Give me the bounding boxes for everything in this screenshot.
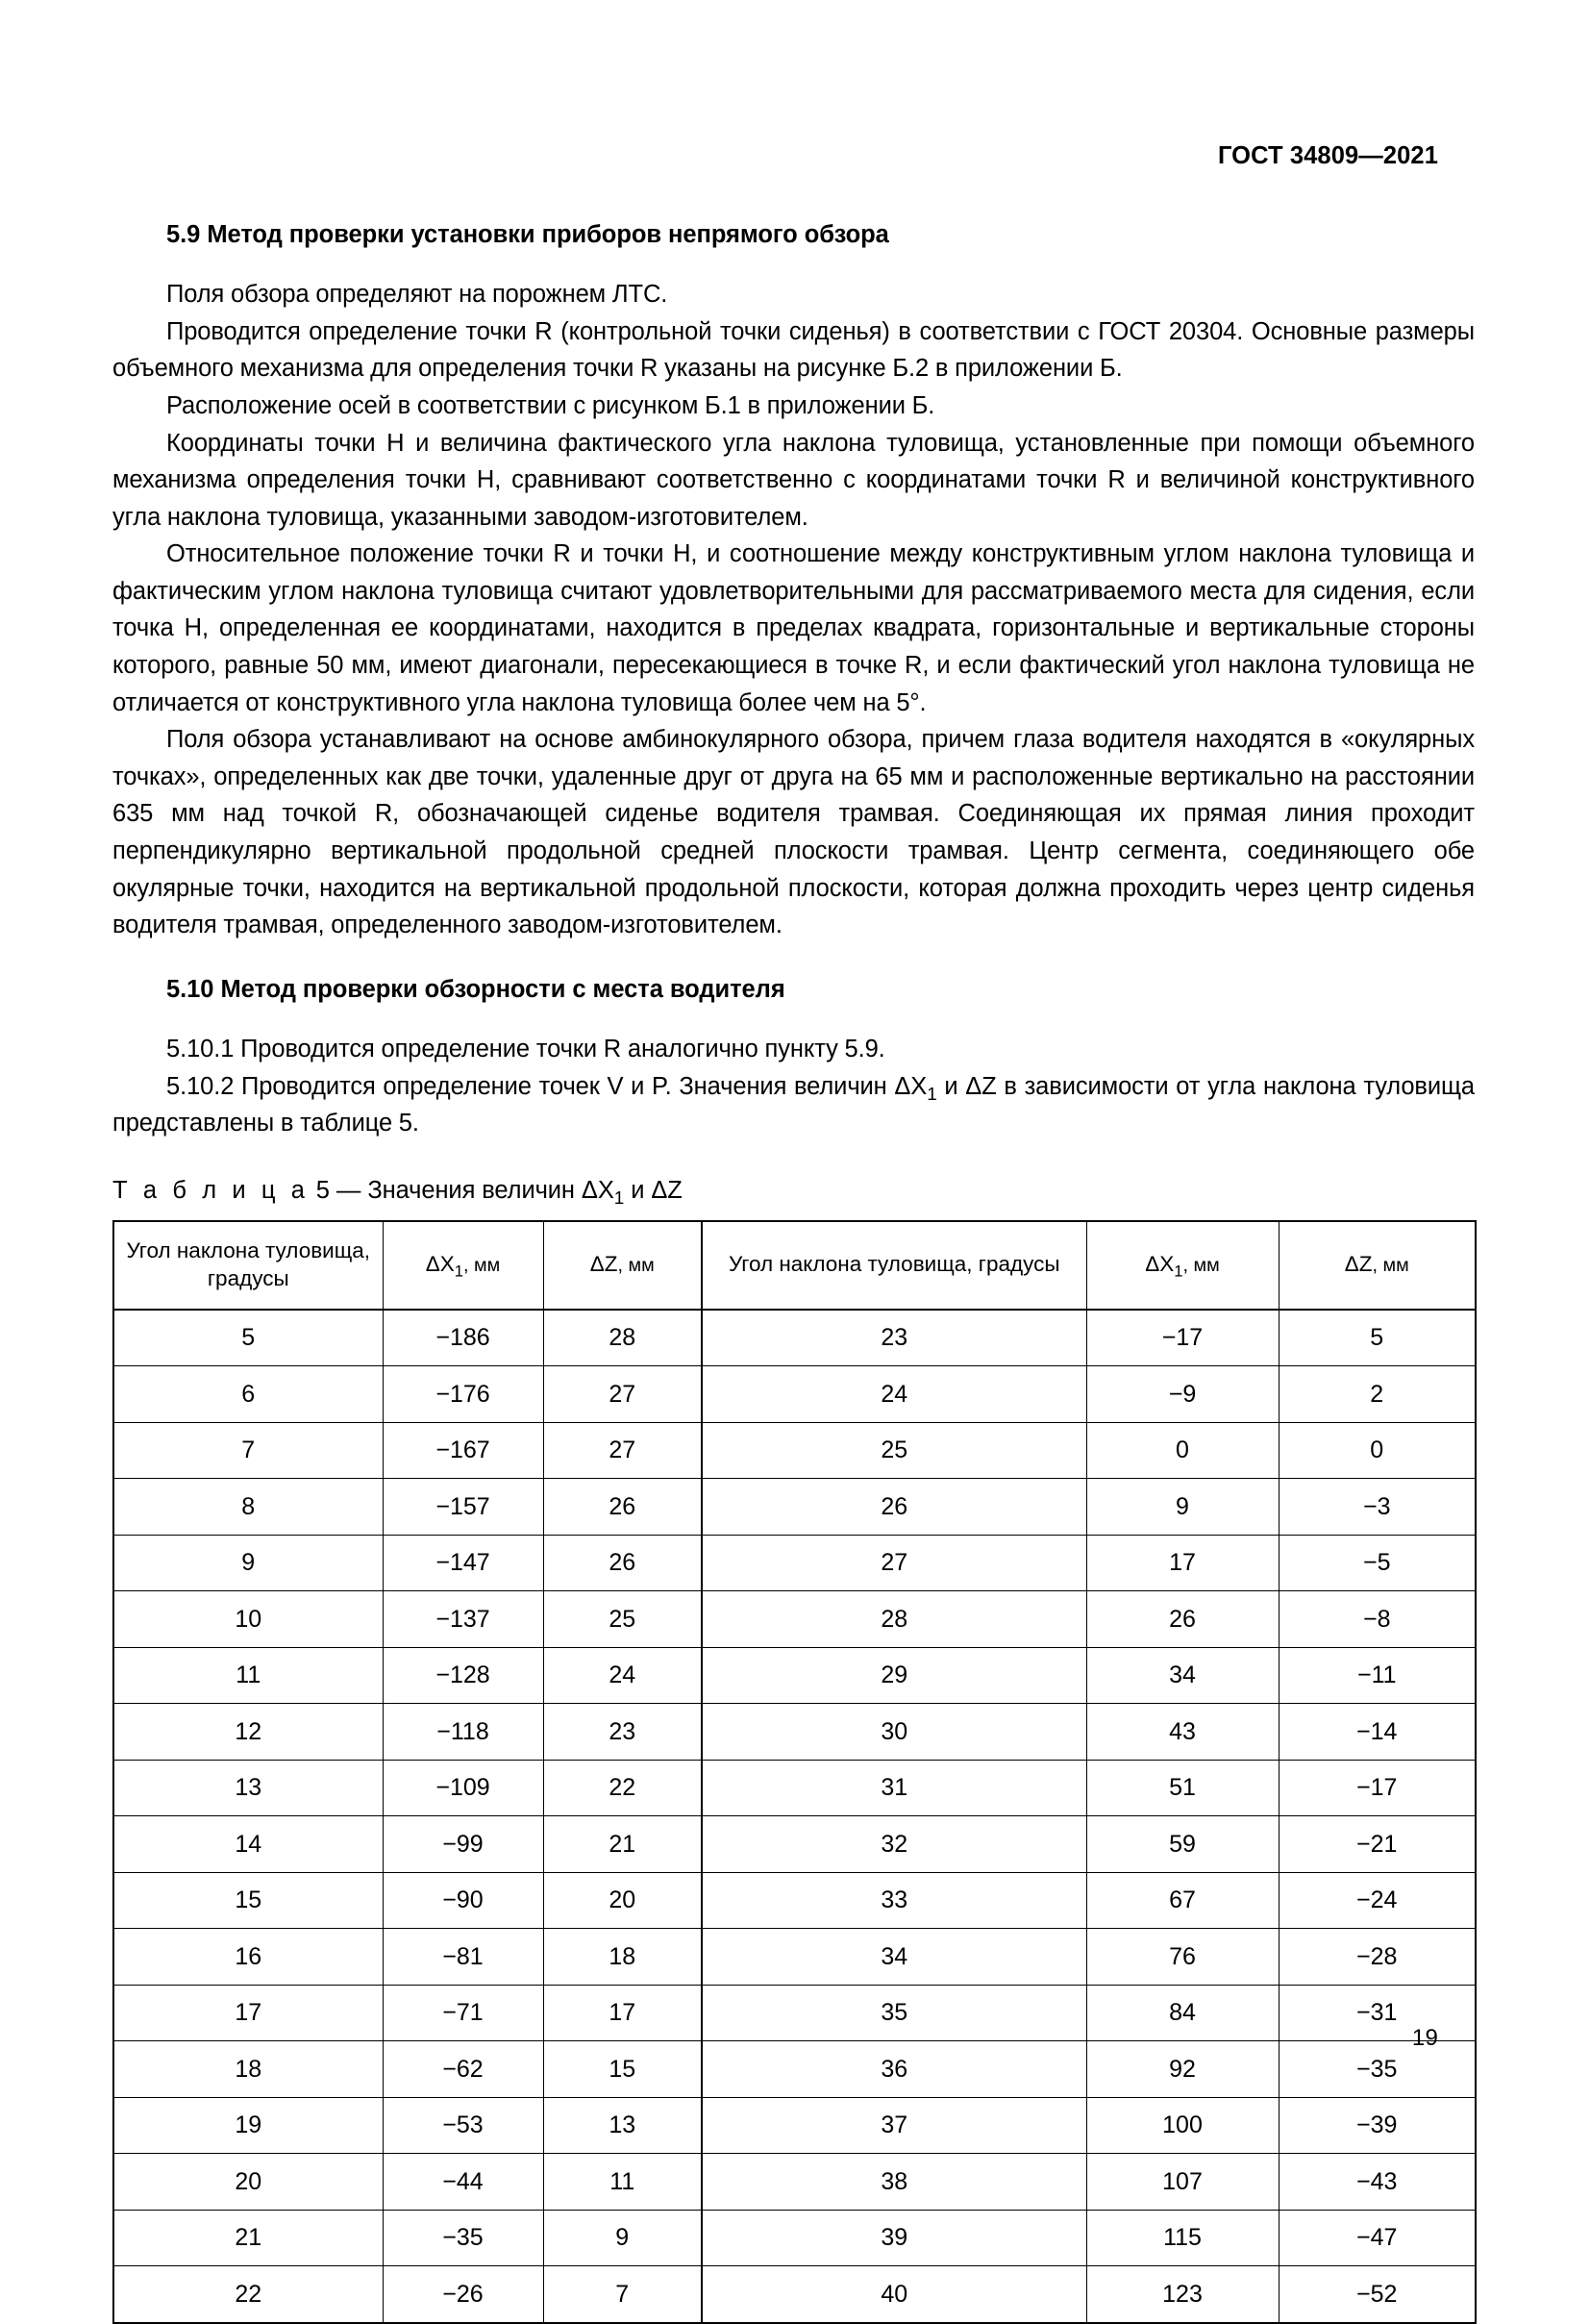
- table-cell: −24: [1279, 1872, 1476, 1929]
- table-caption-text-a: Значения величин: [367, 1176, 582, 1204]
- table-cell: 38: [702, 2154, 1086, 2211]
- table-cell: 43: [1086, 1704, 1279, 1761]
- table-cell: −17: [1279, 1760, 1476, 1816]
- table-cell: −8: [1279, 1591, 1476, 1648]
- table-cell: 28: [702, 1591, 1086, 1648]
- table-cell: 8: [113, 1479, 383, 1536]
- table-caption-dash: —: [335, 1176, 361, 1204]
- table-cell: −26: [383, 2266, 543, 2323]
- table-row: [113, 1760, 1476, 1816]
- table-cell: 18: [543, 1929, 702, 1986]
- table-cell: 11: [543, 2154, 702, 2211]
- table-cell: 7: [543, 2266, 702, 2323]
- table-cell: −47: [1279, 2210, 1476, 2266]
- table-cell: 10: [113, 1591, 383, 1648]
- paragraph-5-9-3: Расположение осей в соответствии с рисунком Б.1 в приложении Б.: [166, 391, 935, 419]
- col-header-dx1-right-sub: 1: [1174, 1262, 1183, 1281]
- paragraph-5-10-2-text-a: 5.10.2 Проводится определение точек V и P. Значения величин: [166, 1072, 895, 1100]
- table-cell: 6: [113, 1366, 383, 1423]
- col-header-dz-right-symbol: ΔZ: [1344, 1252, 1373, 1277]
- table-cell: 7: [113, 1422, 383, 1479]
- table-cell: 107: [1086, 2154, 1279, 2211]
- col-header-dx1-right-symbol: ΔX: [1145, 1252, 1175, 1277]
- table-cell: 31: [702, 1760, 1086, 1816]
- table-row: [113, 1816, 1476, 1873]
- table-row: [113, 1310, 1476, 1366]
- table-cell: 24: [543, 1647, 702, 1704]
- table-cell: 59: [1086, 1816, 1279, 1873]
- table-cell: 37: [702, 2097, 1086, 2154]
- table-cell: 5: [113, 1310, 383, 1366]
- table-cell: 33: [702, 1872, 1086, 1929]
- table-cell: 25: [702, 1422, 1086, 1479]
- table-cell: 36: [702, 2041, 1086, 2098]
- paragraph-5-9-6: Поля обзора устанавливают на основе амбинокулярного обзора, причем глаза водителя находятся в «окулярных точках», определенных как две точки, удаленные друг от друга на 65 мм и расположенные вертикально на расстоянии 635 мм над точкой R, обозначающей сиденье водителя трамвая. Соединяющая их прямая линия проходит перпендикулярно вертикальной продольной средней плоскости трамвая. Центр сегмента, соединяющего обе окулярные точки, находится на вертикальной продольной плоскости, которая должна проходить через центр сиденья водителя трамвая, определенного заводом-изготовителем.: [112, 726, 1475, 939]
- table-cell: 14: [113, 1816, 383, 1873]
- table-cell: 20: [543, 1872, 702, 1929]
- table-cell: 32: [702, 1816, 1086, 1873]
- table-cell: −9: [1086, 1366, 1279, 1423]
- table-cell: −167: [383, 1422, 543, 1479]
- table-cell: 51: [1086, 1760, 1279, 1816]
- table-cell: −71: [383, 1985, 543, 2041]
- col-header-dz-left-unit: , мм: [617, 1255, 655, 1277]
- table-cell: −137: [383, 1591, 543, 1648]
- table-cell: 34: [1086, 1647, 1279, 1704]
- table-cell: 23: [543, 1704, 702, 1761]
- table-cell: −109: [383, 1760, 543, 1816]
- table-cell: 40: [702, 2266, 1086, 2323]
- table-cell: −39: [1279, 2097, 1476, 2154]
- table-cell: 115: [1086, 2210, 1279, 2266]
- heading-5-10: 5.10 Метод проверки обзорности с места водителя: [166, 975, 785, 1003]
- table-cell: 16: [113, 1929, 383, 1986]
- table-row: [113, 2266, 1476, 2323]
- col-header-angle-right: [702, 1221, 1086, 1310]
- table-cell: −53: [383, 2097, 543, 2154]
- table-cell: 12: [113, 1704, 383, 1761]
- col-header-dz-left: [543, 1221, 702, 1310]
- paragraph-5-10-2-conjunction: и: [936, 1072, 966, 1100]
- table-cell: 35: [702, 1985, 1086, 2041]
- table-cell: 29: [702, 1647, 1086, 1704]
- table-head: [113, 1221, 1476, 1310]
- table-cell: −5: [1279, 1535, 1476, 1591]
- table-cell: 27: [702, 1535, 1086, 1591]
- col-header-dx1-left-symbol: ΔX: [425, 1252, 455, 1277]
- col-header-dz-right-unit: , мм: [1372, 1255, 1409, 1277]
- table-cell: 21: [543, 1816, 702, 1873]
- table-row: [113, 1929, 1476, 1986]
- table-caption-delta-x1-sub: 1: [613, 1187, 625, 1208]
- table-cell: −62: [383, 2041, 543, 2098]
- paragraph-5-10-2-text-c: в зависимости от угла наклона туловища представлены в таблице 5.: [112, 1072, 1475, 1137]
- delta-x1-subscript: 1: [927, 1083, 937, 1104]
- col-header-dz-right: [1279, 1221, 1476, 1310]
- page-number: 19: [1411, 2025, 1438, 2051]
- paragraph-5-9-2: Проводится определение точки R (контрольной точки сиденья) в соответствии с ГОСТ 20304. Основные размеры объемного механизма для определения точки R указаны на рисунке Б.2 в приложении Б.: [112, 317, 1475, 383]
- table-cell: −3: [1279, 1479, 1476, 1536]
- table-cell: 27: [543, 1422, 702, 1479]
- table-cell: −31: [1279, 1985, 1476, 2041]
- col-header-angle-left-text: Угол наклона туловища, градусы: [126, 1238, 371, 1290]
- table-body: [113, 1310, 1476, 2323]
- table-cell: −28: [1279, 1929, 1476, 1986]
- table-cell: 22: [543, 1760, 702, 1816]
- table-cell: 123: [1086, 2266, 1279, 2323]
- table-cell: 34: [702, 1929, 1086, 1986]
- table-row: [113, 2210, 1476, 2266]
- col-header-dx1-left-sub: 1: [454, 1262, 464, 1281]
- table-cell: 17: [543, 1985, 702, 2041]
- delta-z-symbol: ΔZ: [965, 1072, 997, 1100]
- table-cell: 26: [1086, 1591, 1279, 1648]
- delta-x1-symbol: ΔX: [894, 1072, 928, 1100]
- table-cell: 26: [543, 1479, 702, 1536]
- table-cell: 5: [1279, 1310, 1476, 1366]
- table-cell: 9: [1086, 1479, 1279, 1536]
- table-cell: 15: [113, 1872, 383, 1929]
- table-cell: 21: [113, 2210, 383, 2266]
- table-cell: 17: [1086, 1535, 1279, 1591]
- paragraph-5-10-1: 5.10.1 Проводится определение точки R аналогично пункту 5.9.: [166, 1035, 885, 1062]
- col-header-dx1-left: [383, 1221, 543, 1310]
- table-caption-number: 5: [315, 1176, 330, 1204]
- table-cell: −118: [383, 1704, 543, 1761]
- table-cell: −17: [1086, 1310, 1279, 1366]
- table-cell: −14: [1279, 1704, 1476, 1761]
- col-header-angle-right-text: Угол наклона туловища, градусы: [728, 1252, 1060, 1277]
- table-cell: −52: [1279, 2266, 1476, 2323]
- table-cell: −35: [383, 2210, 543, 2266]
- table-cell: −157: [383, 1479, 543, 1536]
- table-row: [113, 1479, 1476, 1536]
- table-cell: −81: [383, 1929, 543, 1986]
- table-cell: 20: [113, 2154, 383, 2211]
- col-header-dx1-right-unit: , мм: [1182, 1255, 1220, 1277]
- table-cell: −176: [383, 1366, 543, 1423]
- table-cell: 28: [543, 1310, 702, 1366]
- table-cell: 26: [543, 1535, 702, 1591]
- table-5-values: [112, 1220, 1477, 2324]
- table-cell: 9: [113, 1535, 383, 1591]
- table-cell: −186: [383, 1310, 543, 1366]
- paragraph-5-9-4: Координаты точки Н и величина фактического угла наклона туловища, установленные при помощи объемного механизма определения точки Н, сравнивают соответственно с координатами точки R и величиной конструктивного угла наклона туловища, указанными заводом-изготовителем.: [112, 429, 1475, 531]
- table-5-caption: [112, 1175, 1475, 1207]
- table-row: [113, 1647, 1476, 1704]
- table-cell: −35: [1279, 2041, 1476, 2098]
- table-row: [113, 1985, 1476, 2041]
- table-cell: 27: [543, 1366, 702, 1423]
- paragraph-5-10-2: [112, 1068, 1475, 1142]
- table-row: [113, 1704, 1476, 1761]
- table-header-row: [113, 1221, 1476, 1310]
- table-caption-delta-x1: ΔX: [581, 1176, 614, 1204]
- table-cell: −128: [383, 1647, 543, 1704]
- table-row: [113, 2097, 1476, 2154]
- table-cell: 9: [543, 2210, 702, 2266]
- table-cell: −43: [1279, 2154, 1476, 2211]
- table-cell: 0: [1279, 1422, 1476, 1479]
- col-header-dx1-right: [1086, 1221, 1279, 1310]
- table-cell: −99: [383, 1816, 543, 1873]
- paragraph-5-9-1: Поля обзора определяют на порожнем ЛТС.: [166, 281, 668, 309]
- table-cell: 25: [543, 1591, 702, 1648]
- table-cell: −44: [383, 2154, 543, 2211]
- table-cell: −21: [1279, 1816, 1476, 1873]
- table-row: [113, 1366, 1476, 1423]
- table-cell: 22: [113, 2266, 383, 2323]
- table-caption-conjunction: и: [624, 1176, 652, 1204]
- table-cell: 15: [543, 2041, 702, 2098]
- table-caption-delta-z: ΔZ: [651, 1176, 683, 1204]
- table-cell: 24: [702, 1366, 1086, 1423]
- table-cell: 13: [113, 1760, 383, 1816]
- table-cell: 76: [1086, 1929, 1279, 1986]
- table-cell: 18: [113, 2041, 383, 2098]
- table-cell: 30: [702, 1704, 1086, 1761]
- table-cell: 13: [543, 2097, 702, 2154]
- table-row: [113, 1872, 1476, 1929]
- table-cell: 11: [113, 1647, 383, 1704]
- table-caption-label: Т а б л и ц а: [112, 1176, 310, 1204]
- table-row: [113, 2041, 1476, 2098]
- table-row: [113, 1535, 1476, 1591]
- page-content: [112, 219, 1475, 2324]
- table-row: [113, 2154, 1476, 2211]
- col-header-dz-left-symbol: ΔZ: [589, 1252, 618, 1277]
- table-cell: 17: [113, 1985, 383, 2041]
- table-cell: 67: [1086, 1872, 1279, 1929]
- table-cell: 100: [1086, 2097, 1279, 2154]
- table-cell: −90: [383, 1872, 543, 1929]
- table-cell: 84: [1086, 1985, 1279, 2041]
- table-cell: 26: [702, 1479, 1086, 1536]
- table-cell: 92: [1086, 2041, 1279, 2098]
- table-cell: −147: [383, 1535, 543, 1591]
- table-cell: −11: [1279, 1647, 1476, 1704]
- paragraph-5-9-5: Относительное положение точки R и точки Н, и соотношение между конструктивным углом наклона туловища и фактическим углом наклона туловища считают удовлетворительными для рассматриваемого места для сидения, если точка Н, определенная ее координатами, находится в пределах квадрата, горизонтальные и вертикальные стороны которого, равные 50 мм, имеют диагонали, пересекающиеся в точке R, и если фактический угол наклона туловища не отличается от конструктивного угла наклона туловища более чем на 5°.: [112, 540, 1475, 716]
- running-header-standard-number: ГОСТ 34809—2021: [1217, 142, 1438, 169]
- col-header-dx1-left-unit: , мм: [463, 1255, 501, 1277]
- table-cell: 19: [113, 2097, 383, 2154]
- table-row: [113, 1422, 1476, 1479]
- table-row: [113, 1591, 1476, 1648]
- heading-5-9: 5.9 Метод проверки установки приборов непрямого обзора: [166, 221, 889, 248]
- col-header-angle-left: [113, 1221, 383, 1310]
- table-cell: 2: [1279, 1366, 1476, 1423]
- table-cell: 39: [702, 2210, 1086, 2266]
- table-cell: 23: [702, 1310, 1086, 1366]
- table-cell: 0: [1086, 1422, 1279, 1479]
